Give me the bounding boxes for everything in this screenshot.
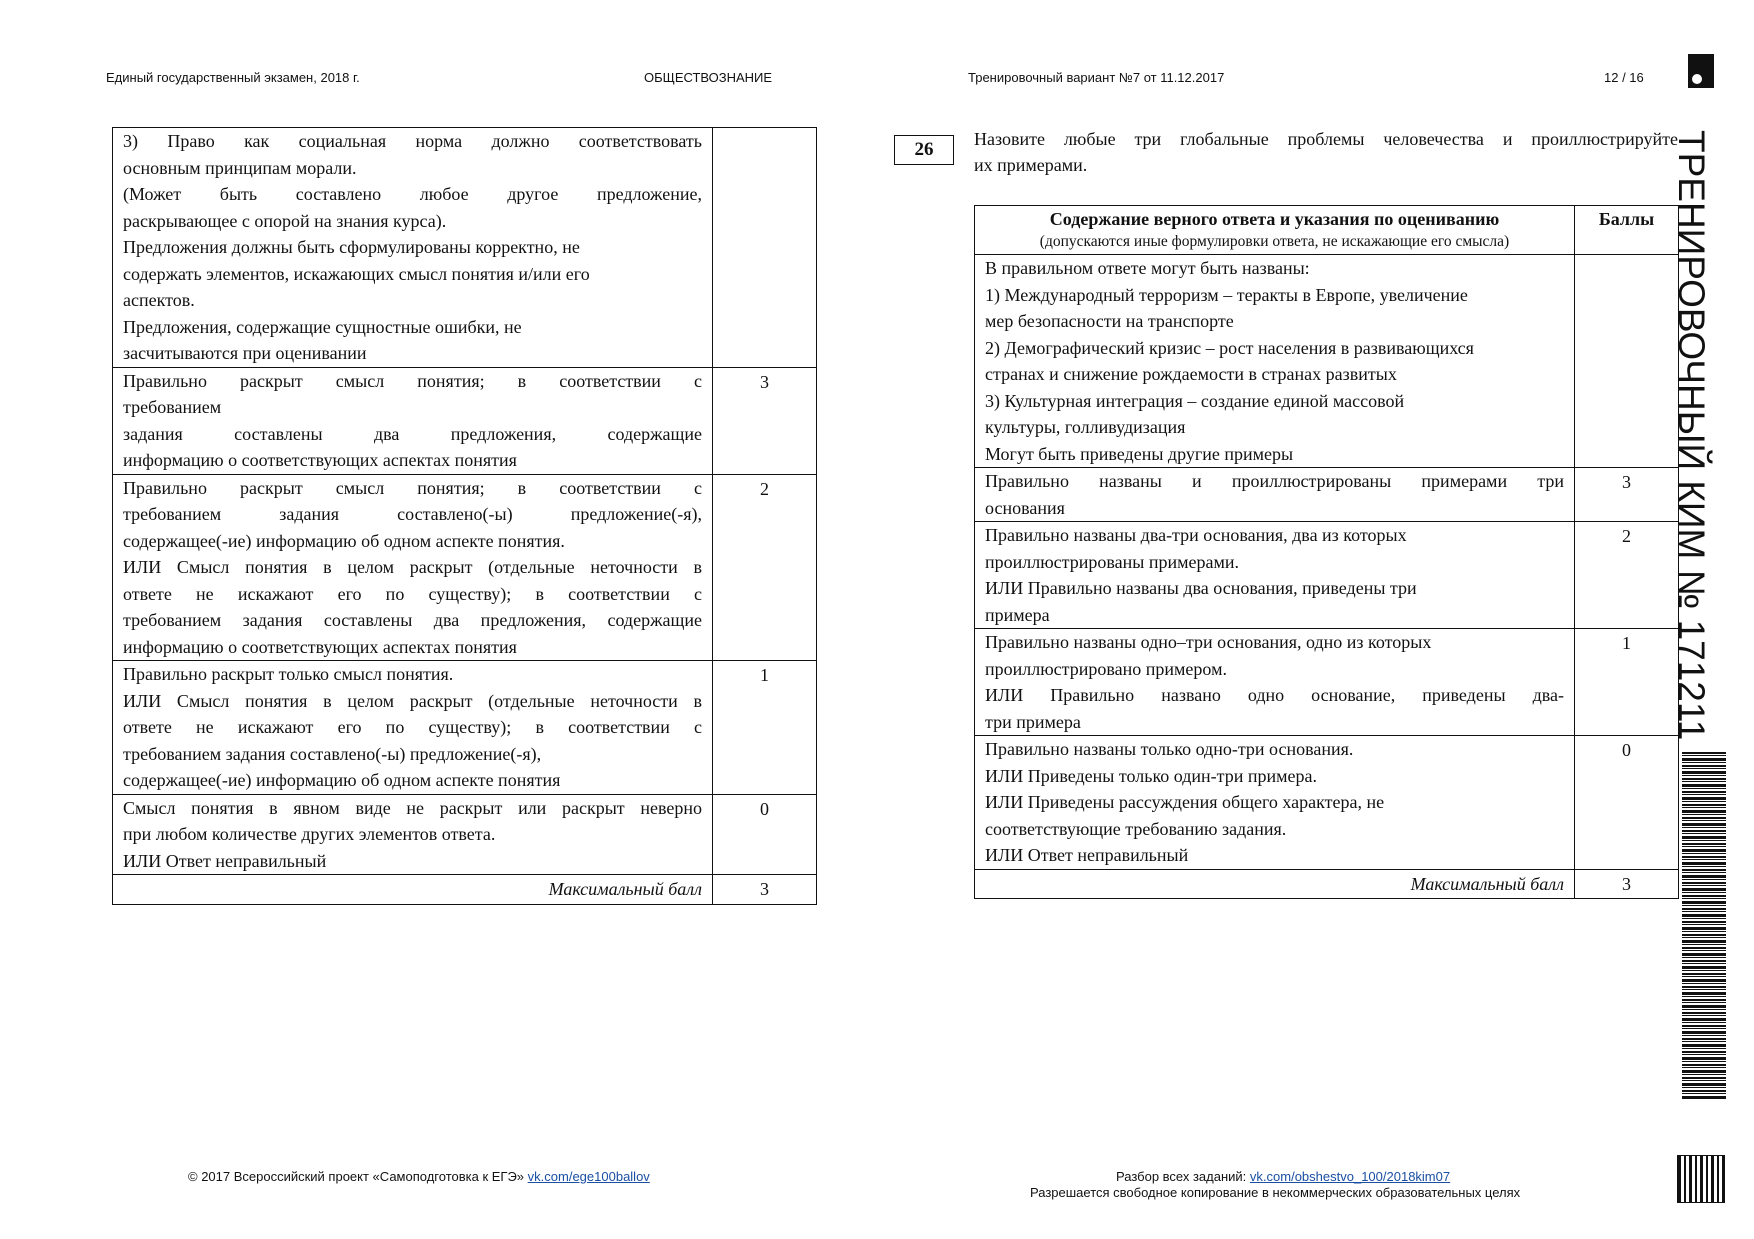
header-score-cell: Баллы	[1575, 206, 1679, 255]
criteria-row	[113, 661, 817, 795]
criteria-line: 2) Демографический кризис – рост населения в развивающихся	[985, 337, 1474, 358]
criteria-line: Правильно раскрыт только смысл понятия.	[123, 664, 454, 684]
qr-code-icon	[1678, 1156, 1724, 1202]
criteria-line: требованием задания составлено(-ы) предложение(-я),	[123, 743, 542, 764]
criteria-line: информацию о соответствующих аспектах понятия	[123, 636, 517, 657]
max-score-value: 3	[713, 875, 817, 905]
criteria-line: три примера	[985, 711, 1081, 732]
criteria-row	[975, 255, 1679, 468]
criteria-line: содержать элементов, искажающих смысл понятия и/или его	[123, 263, 590, 284]
footer-copyright: © 2017 Всероссийский проект «Самоподготовка к ЕГЭ»	[188, 1169, 525, 1184]
max-score-label: Максимальный балл	[113, 875, 713, 905]
header-subtitle: (допускаются иные формулировки ответа, не искажающие его смысла)	[1039, 233, 1510, 250]
criteria-line: основным принципам морали.	[123, 157, 357, 178]
max-score-row	[113, 875, 817, 905]
criteria-text-cell	[113, 794, 713, 875]
criteria-line: Предложения, содержащие сущностные ошибки, не	[123, 316, 522, 337]
criteria-text-cell	[975, 629, 1575, 736]
criteria-line: Правильно названы и проиллюстрированы примерами три	[985, 471, 1564, 491]
header-content-cell	[975, 206, 1575, 255]
criteria-row	[975, 522, 1679, 629]
criteria-row	[975, 629, 1679, 736]
score-cell: 1	[713, 661, 817, 795]
side-variant-title: ТРЕНИРОВОЧНЫЙ КИМ № 171211	[1671, 130, 1712, 741]
right-criteria-table	[974, 205, 1679, 899]
criteria-line: информацию о соответствующих аспектах понятия	[123, 450, 517, 470]
question-text	[974, 126, 1678, 178]
corner-marker-icon	[1688, 54, 1714, 88]
criteria-text-cell	[113, 367, 713, 474]
criteria-line: содержащее(-ие) информацию об одном аспекте понятия.	[123, 530, 565, 551]
footer-right	[1116, 1169, 1450, 1184]
header-title: Содержание верного ответа и указания по оцениванию	[1049, 209, 1500, 229]
criteria-row	[113, 794, 817, 875]
criteria-line: ИЛИ Правильно названы два основания, приведены три	[985, 578, 1417, 598]
criteria-line: странах и снижение рождаемости в странах развитых	[985, 364, 1397, 384]
criteria-line: ИЛИ Ответ неправильный	[985, 845, 1189, 865]
page-number: 12 / 16	[1604, 70, 1644, 85]
score-cell	[1575, 255, 1679, 468]
subject-title: ОБЩЕСТВОЗНАНИЕ	[644, 70, 773, 85]
criteria-line: требованием	[123, 397, 222, 417]
criteria-line: ИЛИ Смысл понятия в целом раскрыт (отдельные неточности в	[123, 557, 702, 577]
criteria-line: ИЛИ Ответ неправильный	[123, 850, 327, 871]
score-cell: 0	[1575, 736, 1679, 870]
criteria-line: Могут быть приведены другие примеры	[985, 443, 1294, 464]
criteria-line: при любом количестве других элементов ответа.	[123, 824, 496, 844]
criteria-row	[113, 474, 817, 661]
table-header-row	[975, 206, 1679, 255]
criteria-line: содержащее(-ие) информацию об одном аспекте понятия	[123, 770, 561, 790]
criteria-line: ИЛИ Правильно названо одно основание, приведены два-	[985, 685, 1564, 705]
criteria-line: Правильно раскрыт смысл понятия; в соответствии с	[123, 370, 702, 391]
criteria-line: задания составлены два предложения, содержащие	[123, 423, 702, 444]
criteria-line: ответе не искажают его по существу); в соответствии с	[123, 717, 702, 737]
question-line: их примерами.	[974, 155, 1088, 175]
criteria-line: проиллюстрировано примером.	[985, 658, 1227, 679]
criteria-text-cell	[975, 255, 1575, 468]
max-score-value: 3	[1575, 869, 1679, 899]
criteria-row	[113, 128, 817, 368]
criteria-line: проиллюстрированы примерами.	[985, 551, 1240, 572]
criteria-row	[975, 468, 1679, 522]
left-criteria-table	[112, 127, 817, 905]
criteria-text-cell	[113, 128, 713, 368]
criteria-line: культуры, голливудизация	[985, 417, 1186, 437]
footer-left-link[interactable]: vk.com/ege100ballov	[527, 1169, 650, 1184]
max-score-label: Максимальный балл	[975, 869, 1575, 899]
question-line: Назовите любые три глобальные проблемы человечества и проиллюстрируйте	[974, 129, 1678, 149]
criteria-line: примера	[985, 604, 1050, 625]
footer-left	[188, 1169, 650, 1184]
criteria-text-cell	[975, 736, 1575, 870]
criteria-line: Правильно названы только одно-три основания.	[985, 739, 1354, 759]
criteria-line: раскрывающее с опорой на знания курса).	[123, 210, 447, 231]
score-cell: 3	[1575, 468, 1679, 522]
score-cell: 2	[713, 474, 817, 661]
max-score-row	[975, 869, 1679, 899]
criteria-line: аспектов.	[123, 290, 195, 310]
footer-right-link[interactable]: vk.com/obshestvo_100/2018kim07	[1249, 1169, 1451, 1184]
criteria-line: В правильном ответе могут быть названы:	[985, 258, 1310, 278]
criteria-text-cell	[975, 468, 1575, 522]
right-criteria-body	[975, 255, 1679, 899]
criteria-line: засчитываются при оценивании	[123, 343, 367, 363]
score-cell	[713, 128, 817, 368]
score-cell: 1	[1575, 629, 1679, 736]
criteria-row	[975, 736, 1679, 870]
criteria-line: 1) Международный терроризм – теракты в Европе, увеличение	[985, 284, 1468, 305]
criteria-line: требованием задания составлено(-ы) предложение(-я),	[123, 504, 702, 524]
score-cell: 0	[713, 794, 817, 875]
left-criteria-body	[113, 128, 817, 905]
criteria-line: 3) Культурная интеграция – создание единой массовой	[985, 390, 1405, 411]
question-number: 26	[894, 135, 954, 165]
criteria-line: Правильно названы два-три основания, два из которых	[985, 525, 1407, 545]
criteria-line: ИЛИ Смысл понятия в целом раскрыт (отдельные неточности в	[123, 690, 702, 711]
score-cell: 2	[1575, 522, 1679, 629]
criteria-line: Предложения должны быть сформулированы корректно, не	[123, 237, 580, 257]
barcode-icon	[1682, 752, 1726, 1100]
criteria-line: Правильно названы одно–три основания, одно из которых	[985, 632, 1432, 652]
criteria-text-cell	[975, 522, 1575, 629]
criteria-line: требованием задания составлены два предложения, содержащие	[123, 610, 702, 630]
variant-title: Тренировочный вариант №7 от 11.12.2017	[968, 70, 1225, 85]
criteria-line: ИЛИ Приведены рассуждения общего характера, не	[985, 792, 1385, 812]
criteria-line: основания	[985, 497, 1065, 518]
footer-review-label: Разбор всех заданий:	[1116, 1169, 1247, 1184]
criteria-line: соответствующие требованию задания.	[985, 818, 1287, 839]
criteria-line: ИЛИ Приведены только один-три примера.	[985, 765, 1318, 786]
criteria-text-cell	[113, 474, 713, 661]
criteria-line: ответе не искажают его по существу); в соответствии с	[123, 583, 702, 604]
criteria-row	[113, 367, 817, 474]
footer-copy-note: Разрешается свободное копирование в некоммерческих образовательных целях	[1030, 1185, 1521, 1200]
criteria-line: Смысл понятия в явном виде не раскрыт или раскрыт неверно	[123, 797, 702, 818]
criteria-line: (Может быть составлено любое другое предложение,	[123, 184, 702, 204]
score-cell: 3	[713, 367, 817, 474]
criteria-line: 3) Право как социальная норма должно соответствовать	[123, 131, 702, 151]
exam-title: Единый государственный экзамен, 2018 г.	[106, 70, 360, 85]
criteria-line: Правильно раскрыт смысл понятия; в соответствии с	[123, 477, 702, 498]
criteria-line: мер безопасности на транспорте	[985, 311, 1234, 331]
criteria-text-cell	[113, 661, 713, 795]
